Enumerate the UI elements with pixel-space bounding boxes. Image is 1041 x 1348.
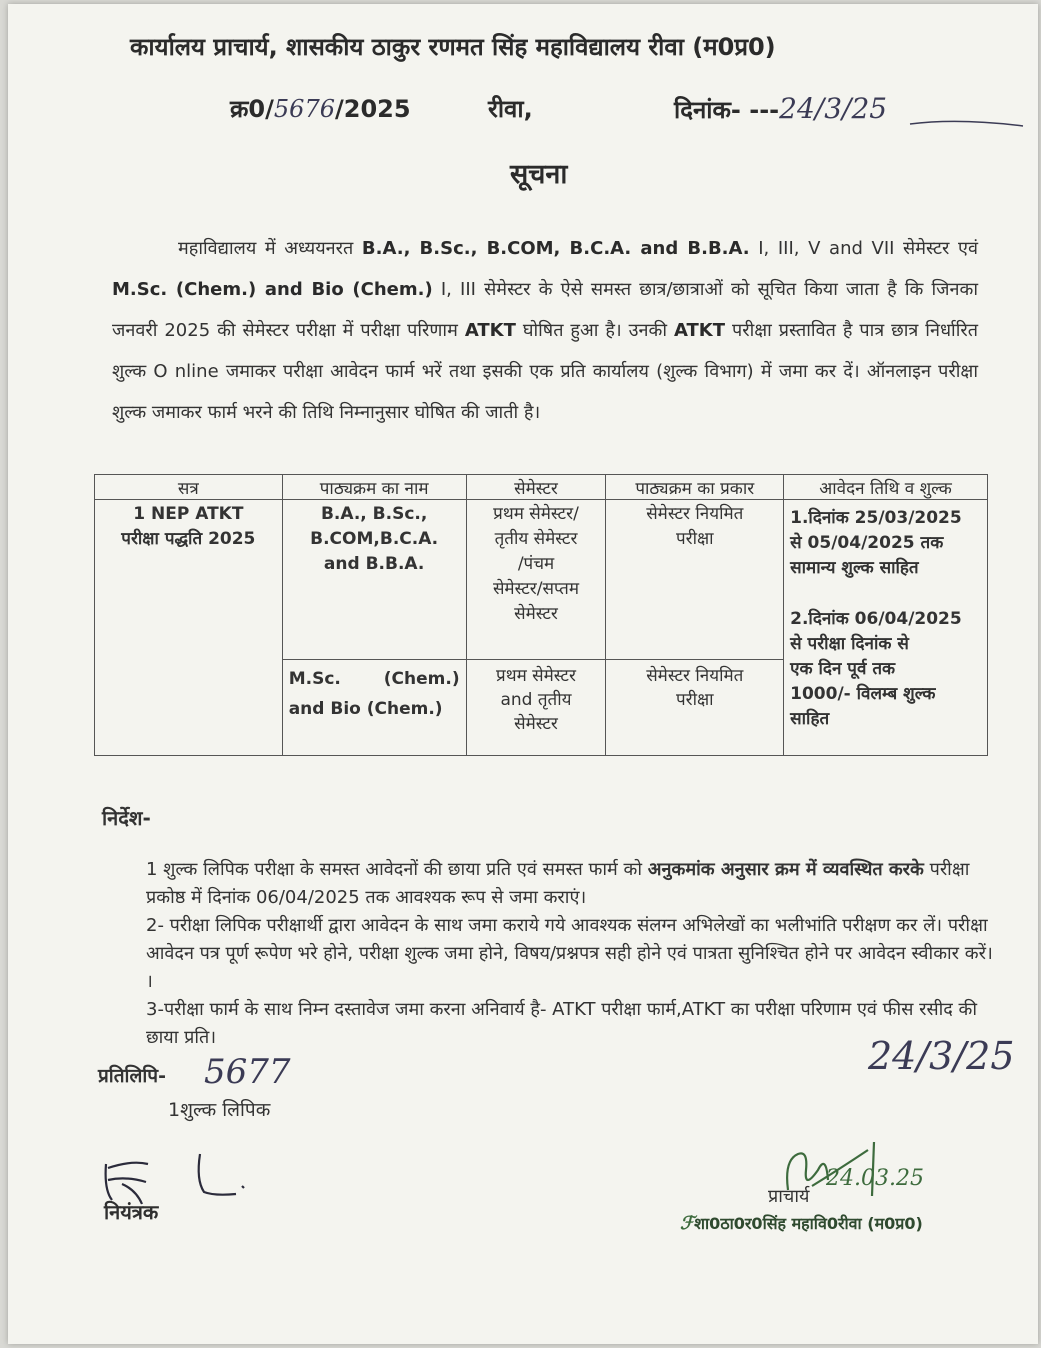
course-cell: M.Sc. (Chem.) and Bio (Chem.)	[282, 660, 466, 756]
principal-label: प्राचार्य	[768, 1186, 810, 1207]
notice-document	[8, 4, 1038, 1344]
place: रीवा,	[488, 95, 533, 123]
date-handwritten: 24/3/25	[779, 92, 888, 125]
table-header-row	[95, 475, 988, 500]
principal-stamp: ℱशा0ठा0र0सिंह महावि0रीवा (म0प्र0)	[680, 1213, 923, 1234]
date-line: दिनांक- ---24/3/25	[674, 92, 888, 125]
header-session: सत्र	[95, 475, 283, 500]
principal-sign-date: 24.03.25	[826, 1166, 924, 1191]
ug-courses: B.A., B.Sc., B.COM, B.C.A. and B.B.A.	[361, 238, 750, 259]
session-cell: 1 NEP ATKT परीक्षा पद्धति 2025	[95, 500, 283, 756]
fee-cell: 1.दिनांक 25/03/2025 से 05/04/2025 तक सामान्य शुल्क साहित 2.दिनांक 06/04/2025 से परीक्षा दिनांक से एक दिन पूर्व तक 1000/- विलम्ब शुल्क साहित	[784, 500, 988, 756]
semester-cell: प्रथम सेमेस्टर/ तृतीय सेमेस्टर /पंचम सेमेस्टर/सप्तम सेमेस्टर	[466, 500, 606, 660]
table-row	[95, 500, 988, 660]
date-underline	[908, 114, 1028, 134]
copy-recipient: 1शुल्क लिपिक	[168, 1099, 271, 1121]
directions-heading: निर्देश-	[102, 806, 151, 830]
schedule-table	[94, 474, 988, 756]
intro-paragraph: महाविद्यालय में अध्ययनरत B.A., B.Sc., B.COM, B.C.A. and B.B.A. I, III, V and VII सेमेस्टर एवं M.Sc. (Chem.) and Bio (Chem.) I, III सेमेस्टर के ऐसे समस्त छात्र/छात्राओं को सूचित किया जाता है कि जिनका जनवरी 2025 की सेमेस्टर परीक्षा में परीक्षा परिणाम ATKT घोषित हुआ है। उनकी ATKT परीक्षा प्रस्तावित है पात्र छात्र निर्धारित शुल्क O nline जमाकर परीक्षा आवेदन फार्म भरें तथा इसकी एक प्रति कार्यालय (शुल्क विभाग) में जमा कर दें। ऑनलाइन परीक्षा शुल्क जमाकर फार्म भरने की तिथि निम्नानुसार घोषित की जाती है।	[112, 238, 978, 423]
copy-label: प्रतिलिपि-	[98, 1065, 166, 1087]
directions-list	[146, 856, 996, 1052]
pg-courses: M.Sc. (Chem.) and Bio (Chem.)	[112, 279, 433, 300]
course-cell: B.A., B.Sc., B.COM,B.C.A. and B.B.A.	[282, 500, 466, 660]
office-title: कार्यालय प्राचार्य, शासकीय ठाकुर रणमत सिंह महाविद्यालय रीवा (म0प्र0)	[130, 33, 776, 61]
footer-date-handwritten: 24/3/25	[868, 1034, 1015, 1078]
notice-title: सूचना	[510, 159, 568, 190]
header-course-type: पाठ्यक्रम का प्रकार	[606, 475, 784, 500]
course-type-cell: सेमेस्टर नियमित परीक्षा	[606, 660, 784, 756]
direction-2: 2- परीक्षा लिपिक परीक्षार्थी द्वारा आवेदन के साथ जमा कराये गये आवश्यक संलग्न अभिलेखों का भलीभांति परीक्षण कर लें। परीक्षा आवेदन पत्र पूर्ण रूपेण भरे होने, परीक्षा शुल्क जमा होने, विषय/प्रश्नपत्र सही होने एवं पात्रता सुनिश्चित होने पर आवेदन स्वीकार करें। ।	[146, 915, 993, 992]
reference-number-handwritten: 5676	[273, 95, 335, 123]
controller-label: नियंत्रक	[104, 1200, 159, 1224]
header-application-date-fee: आवेदन तिथि व शुल्क	[784, 475, 988, 500]
header-course-name: पाठ्यक्रम का नाम	[282, 475, 466, 500]
direction-1: 1 शुल्क लिपिक परीक्षा के समस्त आवेदनों की छाया प्रति एवं समस्त फार्म को अनुकमांक अनुसार क्रम में व्यवस्थित करके परीक्षा प्रकोष्ठ में दिनांक 06/04/2025 तक आवश्यक रूप से जमा कराएं।	[146, 859, 970, 908]
semester-cell: प्रथम सेमेस्टर and तृतीय सेमेस्टर	[466, 660, 606, 756]
course-type-cell: सेमेस्टर नियमित परीक्षा	[606, 500, 784, 660]
header-semester: सेमेस्टर	[466, 475, 606, 500]
copy-number-handwritten: 5677	[204, 1052, 291, 1092]
stamp-initial-mark: ℱ	[680, 1213, 695, 1234]
direction-3: 3-परीक्षा फार्म के साथ निम्न दस्तावेज जमा करना अनिवार्य है- ATKT परीक्षा फार्म,ATKT का परीक्षा परिणाम एवं फीस रसीद की छाया प्रति।	[146, 999, 978, 1048]
reference-line: क्र0/5676/2025	[230, 95, 411, 123]
